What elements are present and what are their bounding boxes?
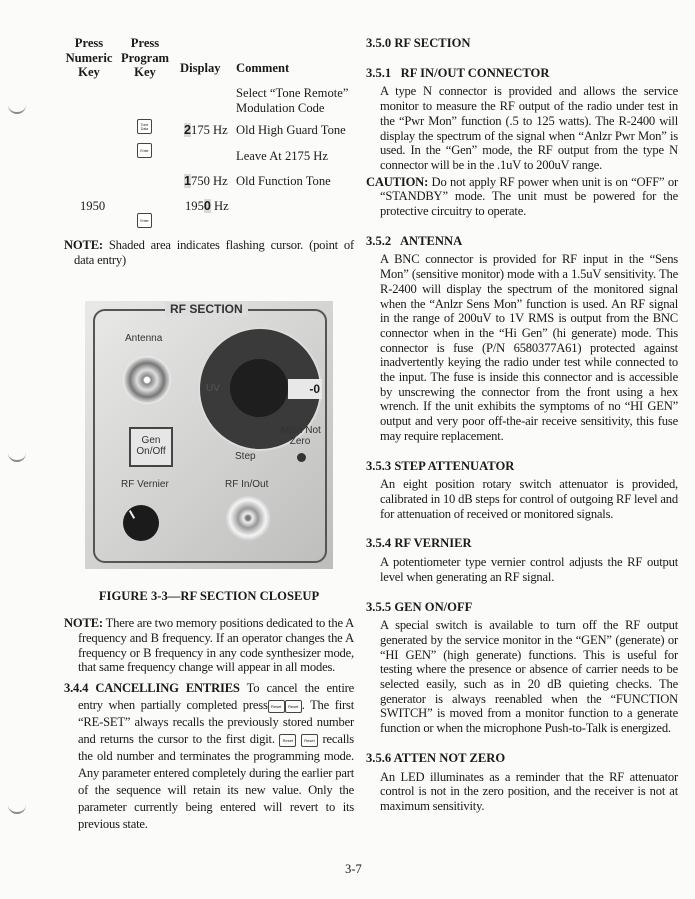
figure-caption: FIGURE 3-3—RF SECTION CLOSEUP <box>98 589 320 604</box>
rf-vernier-label: RF Vernier <box>121 479 169 491</box>
header-line: Program <box>120 50 170 65</box>
reset-key-icon: Reset <box>285 700 302 713</box>
section-heading: 3.4.4 CANCELLING ENTRIES <box>64 680 240 695</box>
note-memory <box>64 616 354 675</box>
caution-text: Do not apply RF power when unit is on “OFF” or “STANDBY” mode. The unit must be powered for the protective circuitry to operate. <box>380 174 678 219</box>
dial-zero-marking: -0 <box>288 379 322 399</box>
header-line: Numeric <box>65 50 113 65</box>
atten-not-zero-label: Atten Not Zero <box>279 425 321 448</box>
note-label: NOTE: <box>64 616 103 631</box>
enter-key-icon: Enter <box>137 213 152 228</box>
section-heading-gen-on-off: 3.5.5 GEN ON/OFF <box>366 599 473 614</box>
knob-pointer <box>129 511 135 520</box>
comment: Leave At 2175 Hz <box>236 149 328 163</box>
left-column <box>64 238 354 833</box>
panel-title: RF SECTION <box>165 302 248 316</box>
note-text: Shaded area indicates flashing cursor. (point of data entry) <box>74 238 354 267</box>
binder-mark <box>8 448 26 462</box>
comment-line: Select “Tone Remote” <box>236 86 349 100</box>
gen-button-label: Gen On/Off <box>136 435 166 458</box>
note-cursor <box>64 238 354 267</box>
page-number: 3-7 <box>345 862 362 876</box>
caution-label: CAUTION: <box>366 174 429 189</box>
header-line: Key <box>78 65 100 80</box>
header-line: Press <box>130 36 160 50</box>
section-heading-rf-vernier: 3.5.4 RF VERNIER <box>366 536 472 551</box>
section-heading-rf-section: 3.5.0 RF SECTION <box>366 36 471 50</box>
body-text: A type N connector is provided and allows the service monitor to measure the RF output of the radio under test in the “Pwr Mon” function (.5 to 125 watts). The R-2400 will display the spectrum of the signal when “Anlzr Pwr Mon” is used. In the “Gen” mode, the RF output from the type N connector will be in the .1uV to 200uV range. <box>380 84 678 172</box>
enter-key-icon: Enter <box>137 143 152 158</box>
gen-on-off-button[interactable] <box>129 427 173 467</box>
reset-key-icon: Reset <box>301 734 318 747</box>
binder-mark <box>8 100 26 114</box>
numeric-key-value: 1950 <box>80 199 106 213</box>
header-line: Press <box>74 36 104 50</box>
note-text: There are two memory positions dedicated to the A frequency and B frequency. If an operator changes the A frequency or B frequency in any code synthesizer mode, that same frequency change will appear in all modes. <box>78 616 354 675</box>
display-value <box>184 123 228 138</box>
body-text: A special switch is available to turn off the RF output generated by the service monitor in the “GEN” (generate) or “HI GEN” (high generate) functions. This is useful for testing where the presence or absence of carrier needs to be selected easily, such as in 20 dB quieting checks. The generator is always reenabled when the “FUNCTION SWITCH” is moved from a monitor function to a generate function or when the microphone Push-to-Talk is energized. <box>380 618 678 736</box>
section-heading-rf-inout: 3.5.1 RF IN/OUT CONNECTOR <box>366 65 550 80</box>
body-text: An eight position rotary switch attenuator is provided, calibrated in 10 dB steps for control of outgoing RF level and for attenuation of received or monitored signals. <box>380 477 678 521</box>
body-text: A potentiometer type vernier control adjusts the RF output level when generating an RF signal. <box>380 555 678 584</box>
body-text: An LED illuminates as a reminder that the RF attenuator control is not in the zero position, and the receiver is not at maximum sensitivity. <box>380 769 678 813</box>
display-rest: 175 Hz <box>191 123 228 137</box>
col-header-display: Display <box>180 61 221 75</box>
comment: Old High Guard Tone <box>236 123 346 137</box>
dial-knob <box>230 359 288 417</box>
display-rest: 750 Hz <box>191 174 228 188</box>
section-heading-step-attenuator: 3.5.3 STEP ATTENUATOR <box>366 458 515 473</box>
section-cancelling-entries <box>64 680 354 833</box>
body-text: . The first “RE-SET” always recalls the previously stored number and returns the cursor to the first digit. <box>78 697 354 746</box>
comment-line: Modulation Code <box>236 100 325 115</box>
reset-key-icon: Reset <box>268 700 285 713</box>
body-text: To cancel the entire entry when partially completed press <box>78 680 355 712</box>
table-row-comment <box>236 86 348 115</box>
display-value <box>184 174 228 189</box>
col-header-numeric <box>64 36 114 80</box>
body-text: A BNC connector is provided for RF input in the “Sens Mon” (sensitive monitor) mode with a 1.5uV sensitivity. The R-2400 will display the spectrum of the monitored signal when the “Anlzr Sens Mon” function is used. An RF signal in the range of 200uV to 1V RMS is output from the BNC connector when in the “Hi Gen” (hi generate) mode. This connector is fuse (P/N 6580377A61) protected against inadvertently keying the radio under test while connected to the input. The fuse is inside this connector and is accessible by unscrewing the connector from the front using a hex wrench. If the unit exhibits the symptoms of no “HI GEN” output and very poor off-the-air receive sensitivity, this fuse may require replacement. <box>380 252 678 443</box>
dial-uv-marking: UV <box>206 383 220 395</box>
cursor-digit: 2 <box>184 123 192 137</box>
right-column <box>366 36 678 814</box>
caution-note <box>366 175 678 219</box>
display-pre: 195 <box>185 199 204 213</box>
cursor-digit: 1 <box>184 174 192 188</box>
section-heading-atten-not-zero: 3.5.6 ATTEN NOT ZERO <box>366 750 506 765</box>
binder-mark <box>8 800 26 814</box>
step-label: Step <box>235 451 256 463</box>
rf-section-photo <box>85 301 333 569</box>
rf-inout-label: RF In/Out <box>225 479 269 491</box>
col-header-comment: Comment <box>236 61 290 75</box>
antenna-label: Antenna <box>125 333 163 345</box>
comment: Old Function Tone <box>236 174 331 188</box>
cursor-digit: 0 <box>203 199 211 213</box>
section-heading-antenna: 3.5.2 ANTENNA <box>366 233 463 248</box>
display-value <box>185 199 229 214</box>
header-line: Key <box>134 65 156 80</box>
note-label: NOTE: <box>64 238 103 252</box>
display-rest: Hz <box>210 199 229 213</box>
body-text: recalls the old number and terminates the programming mode. Any parameter entered completely during the earlier part of the sequence will retain its new value. Only the parameter currently being entered will revert to its previous state. <box>78 731 355 831</box>
col-header-program <box>117 36 173 80</box>
tone-data-key-icon: Tone Data <box>137 119 152 134</box>
reset-key-icon: Reset <box>279 734 296 747</box>
